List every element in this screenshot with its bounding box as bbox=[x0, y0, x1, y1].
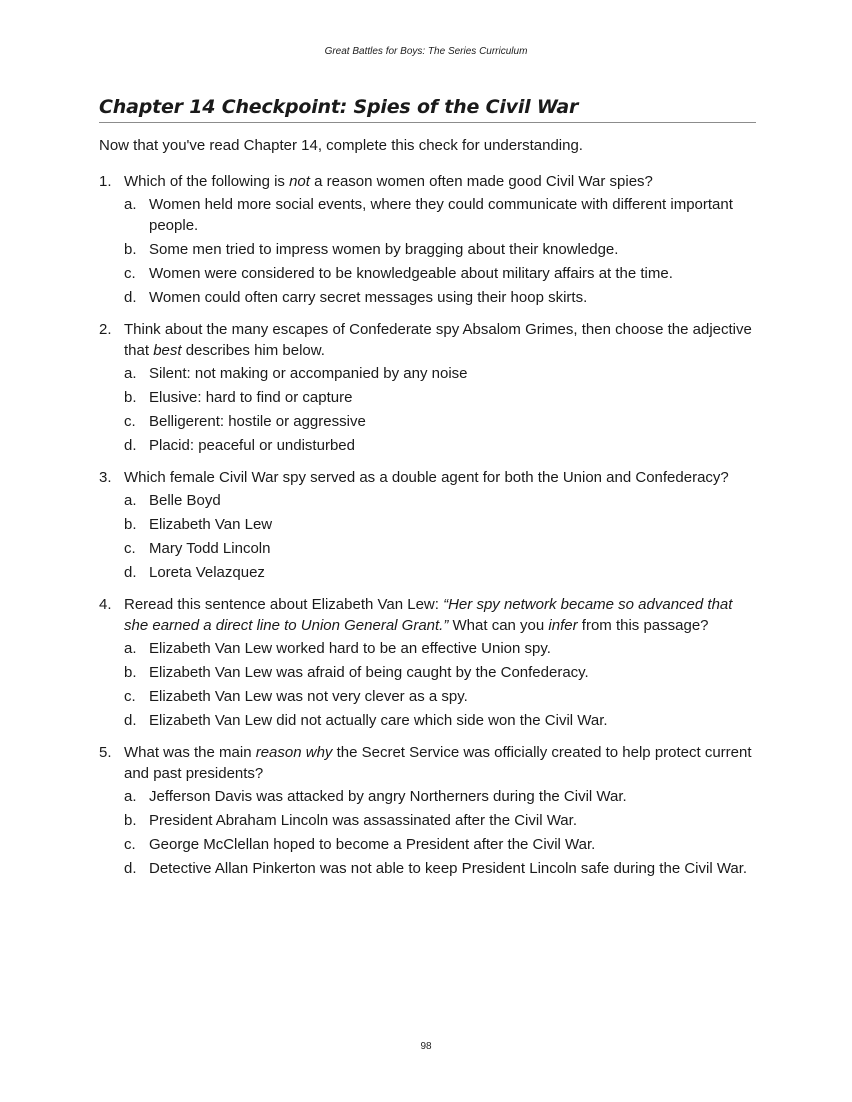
option-text: Women held more social events, where they could communicate with different important people. bbox=[149, 196, 733, 234]
option-letter: c. bbox=[124, 540, 136, 557]
option-letter: a. bbox=[124, 196, 137, 213]
question-2 bbox=[99, 319, 759, 456]
option-letter: c. bbox=[124, 265, 136, 282]
question-text: Think about the many escapes of Confederate spy Absalom Grimes, then choose the adjective that best describes him below. bbox=[124, 321, 752, 359]
option-text: Elizabeth Van Lew was afraid of being caught by the Confederacy. bbox=[149, 664, 589, 681]
option-letter: a. bbox=[124, 492, 137, 509]
question-text: Which female Civil War spy served as a double agent for both the Union and Confederacy? bbox=[124, 469, 729, 486]
option-text: Belle Boyd bbox=[149, 492, 221, 509]
question-number: 4. bbox=[99, 596, 112, 613]
option-letter: d. bbox=[124, 860, 137, 877]
answer-option bbox=[124, 686, 759, 707]
question-number: 2. bbox=[99, 321, 112, 338]
answer-option bbox=[124, 662, 759, 683]
answer-option bbox=[124, 810, 759, 831]
answer-option bbox=[124, 562, 759, 583]
answer-option bbox=[124, 638, 759, 659]
option-text: Some men tried to impress women by bragging about their knowledge. bbox=[149, 241, 619, 258]
page-number: 98 bbox=[420, 1041, 432, 1052]
option-text: Elusive: hard to find or capture bbox=[149, 389, 353, 406]
option-text: Detective Allan Pinkerton was not able to keep President Lincoln safe during the Civil War. bbox=[149, 860, 748, 877]
answer-option bbox=[124, 287, 759, 308]
option-letter: a. bbox=[124, 788, 137, 805]
answer-option bbox=[124, 194, 759, 236]
question-list bbox=[99, 171, 759, 890]
option-letter: b. bbox=[124, 812, 137, 829]
option-letter: d. bbox=[124, 437, 137, 454]
option-letter: d. bbox=[124, 289, 137, 306]
answer-option bbox=[124, 490, 759, 511]
option-text: George McClellan hoped to become a President after the Civil War. bbox=[149, 836, 596, 853]
answer-option bbox=[124, 387, 759, 408]
option-letter: c. bbox=[124, 413, 136, 430]
option-text: Belligerent: hostile or aggressive bbox=[149, 413, 366, 430]
option-letter: b. bbox=[124, 241, 137, 258]
option-letter: c. bbox=[124, 688, 136, 705]
option-letter: b. bbox=[124, 516, 137, 533]
answer-option bbox=[124, 858, 759, 879]
page-title: Chapter 14 Checkpoint: Spies of the Civil War bbox=[99, 96, 756, 123]
option-text: Placid: peaceful or undisturbed bbox=[149, 437, 355, 454]
option-text: Women could often carry secret messages using their hoop skirts. bbox=[149, 289, 588, 306]
option-letter: d. bbox=[124, 712, 137, 729]
answer-option bbox=[124, 239, 759, 260]
question-text: Which of the following is not a reason women often made good Civil War spies? bbox=[124, 173, 653, 190]
question-text: Reread this sentence about Elizabeth Van Lew: “Her spy network became so advanced that she earned a direct line to Union General Grant.” What can you infer from this passage? bbox=[124, 596, 733, 634]
question-3 bbox=[99, 467, 759, 583]
question-text: What was the main reason why the Secret Service was officially created to help protect current and past presidents? bbox=[124, 744, 752, 782]
question-number: 1. bbox=[99, 173, 112, 190]
option-letter: a. bbox=[124, 365, 137, 382]
option-text: Jefferson Davis was attacked by angry Northerners during the Civil War. bbox=[149, 788, 627, 805]
option-letter: a. bbox=[124, 640, 137, 657]
question-number: 3. bbox=[99, 469, 112, 486]
option-letter: d. bbox=[124, 564, 137, 581]
option-letter: c. bbox=[124, 836, 136, 853]
option-text: Elizabeth Van Lew did not actually care which side won the Civil War. bbox=[149, 712, 608, 729]
option-text: Women were considered to be knowledgeable about military affairs at the time. bbox=[149, 265, 673, 282]
intro-text: Now that you've read Chapter 14, complete this check for understanding. bbox=[99, 137, 583, 154]
option-letter: b. bbox=[124, 664, 137, 681]
question-1 bbox=[99, 171, 759, 308]
option-text: President Abraham Lincoln was assassinated after the Civil War. bbox=[149, 812, 577, 829]
option-text: Elizabeth Van Lew was not very clever as a spy. bbox=[149, 688, 468, 705]
option-text: Elizabeth Van Lew worked hard to be an effective Union spy. bbox=[149, 640, 551, 657]
answer-option bbox=[124, 363, 759, 384]
answer-option bbox=[124, 710, 759, 731]
option-text: Silent: not making or accompanied by any noise bbox=[149, 365, 468, 382]
option-text: Mary Todd Lincoln bbox=[149, 540, 271, 557]
answer-option bbox=[124, 786, 759, 807]
answer-option bbox=[124, 411, 759, 432]
option-letter: b. bbox=[124, 389, 137, 406]
answer-option bbox=[124, 514, 759, 535]
option-text: Elizabeth Van Lew bbox=[149, 516, 273, 533]
answer-option bbox=[124, 538, 759, 559]
question-4 bbox=[99, 594, 759, 731]
question-5 bbox=[99, 742, 759, 879]
question-number: 5. bbox=[99, 744, 112, 761]
running-header: Great Battles for Boys: The Series Curriculum bbox=[324, 46, 528, 57]
option-text: Loreta Velazquez bbox=[149, 564, 265, 581]
answer-option bbox=[124, 834, 759, 855]
answer-option bbox=[124, 435, 759, 456]
answer-option bbox=[124, 263, 759, 284]
